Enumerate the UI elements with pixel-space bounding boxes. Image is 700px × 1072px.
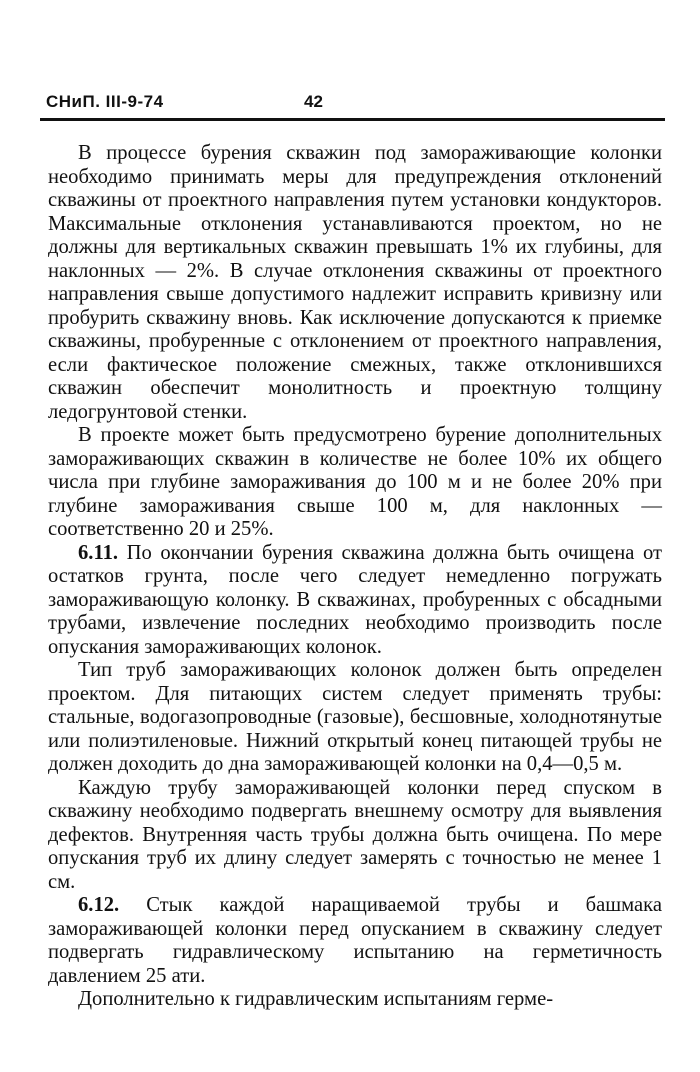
standard-code: СНиП. III-9-74 [46, 92, 164, 111]
page-header [40, 90, 665, 118]
section-paragraph: 6.11. По окончании бурения скважина должна быть очищена от остатков грунта, после чего следует немедленно погружать замораживающую колонку. В скважинах, пробуренных с обсадными трубами, извлечение последних необходимо производить после опускания замораживающих колонок. [48, 541, 662, 658]
paragraph: В проекте может быть предусмотрено бурение дополнительных замораживающих скважин в количестве не более 10% их общего числа при глубине замораживания до 100 м и не более 20% при глубине замораживания свыше 100 м, для наклонных — соответственно 20 и 25%. [48, 424, 662, 540]
paragraph: Тип труб замораживающих колонок должен быть определен проектом. Для питающих систем следует применять трубы: стальные, водогазопроводные (газовые), бесшовные, холоднотянутые или полиэтиленовые. Нижний открытый конец питающей трубы не должен доходить до дна замораживающей колонки на 0,4—0,5 м. [48, 659, 662, 775]
header-rule [40, 118, 665, 121]
paragraph: Каждую трубу замораживающей колонки перед спуском в скважину необходимо подвергать внешнему осмотру для выявления дефектов. Внутренняя часть трубы должна быть очищена. По мере опускания труб их длину следует замерять с точностью не менее 1 см. [48, 776, 662, 893]
section-number: 6.11. [78, 541, 119, 564]
section-number: 6.12. [78, 894, 120, 916]
paragraph: В процессе бурения скважин под замораживающие колонки необходимо принимать меры для предупреждения отклонений скважины от проектного направления путем установки кондукторов. Максимальные отклонения устанавливаются проектом, но не должны для вертикальных скважин превышать 1% их глубины, для наклонных — 2%. В случае отклонения скважины от проектного направления свыше допустимого надлежит исправить кривизну или пробурить скважину вновь. Как исключение допускаются к приемке скважины, пробуренные с отклонением от проектного направления, если фактическое положение смежных, также отклонившихся скважин обеспечит монолитность и проектную толщину ледогрунтовой стенки. [48, 142, 662, 423]
body-text [48, 142, 662, 1012]
page-number: 42 [304, 92, 323, 111]
section-paragraph: 6.12. Стык каждой наращиваемой трубы и башмака замораживающей колонки перед опусканием в скважину следует подвергать гидравлическому испытанию на герметичность давлением 25 ати. [48, 894, 662, 987]
paragraph: Дополнительно к гидравлическим испытаниям герме- [78, 988, 554, 1010]
